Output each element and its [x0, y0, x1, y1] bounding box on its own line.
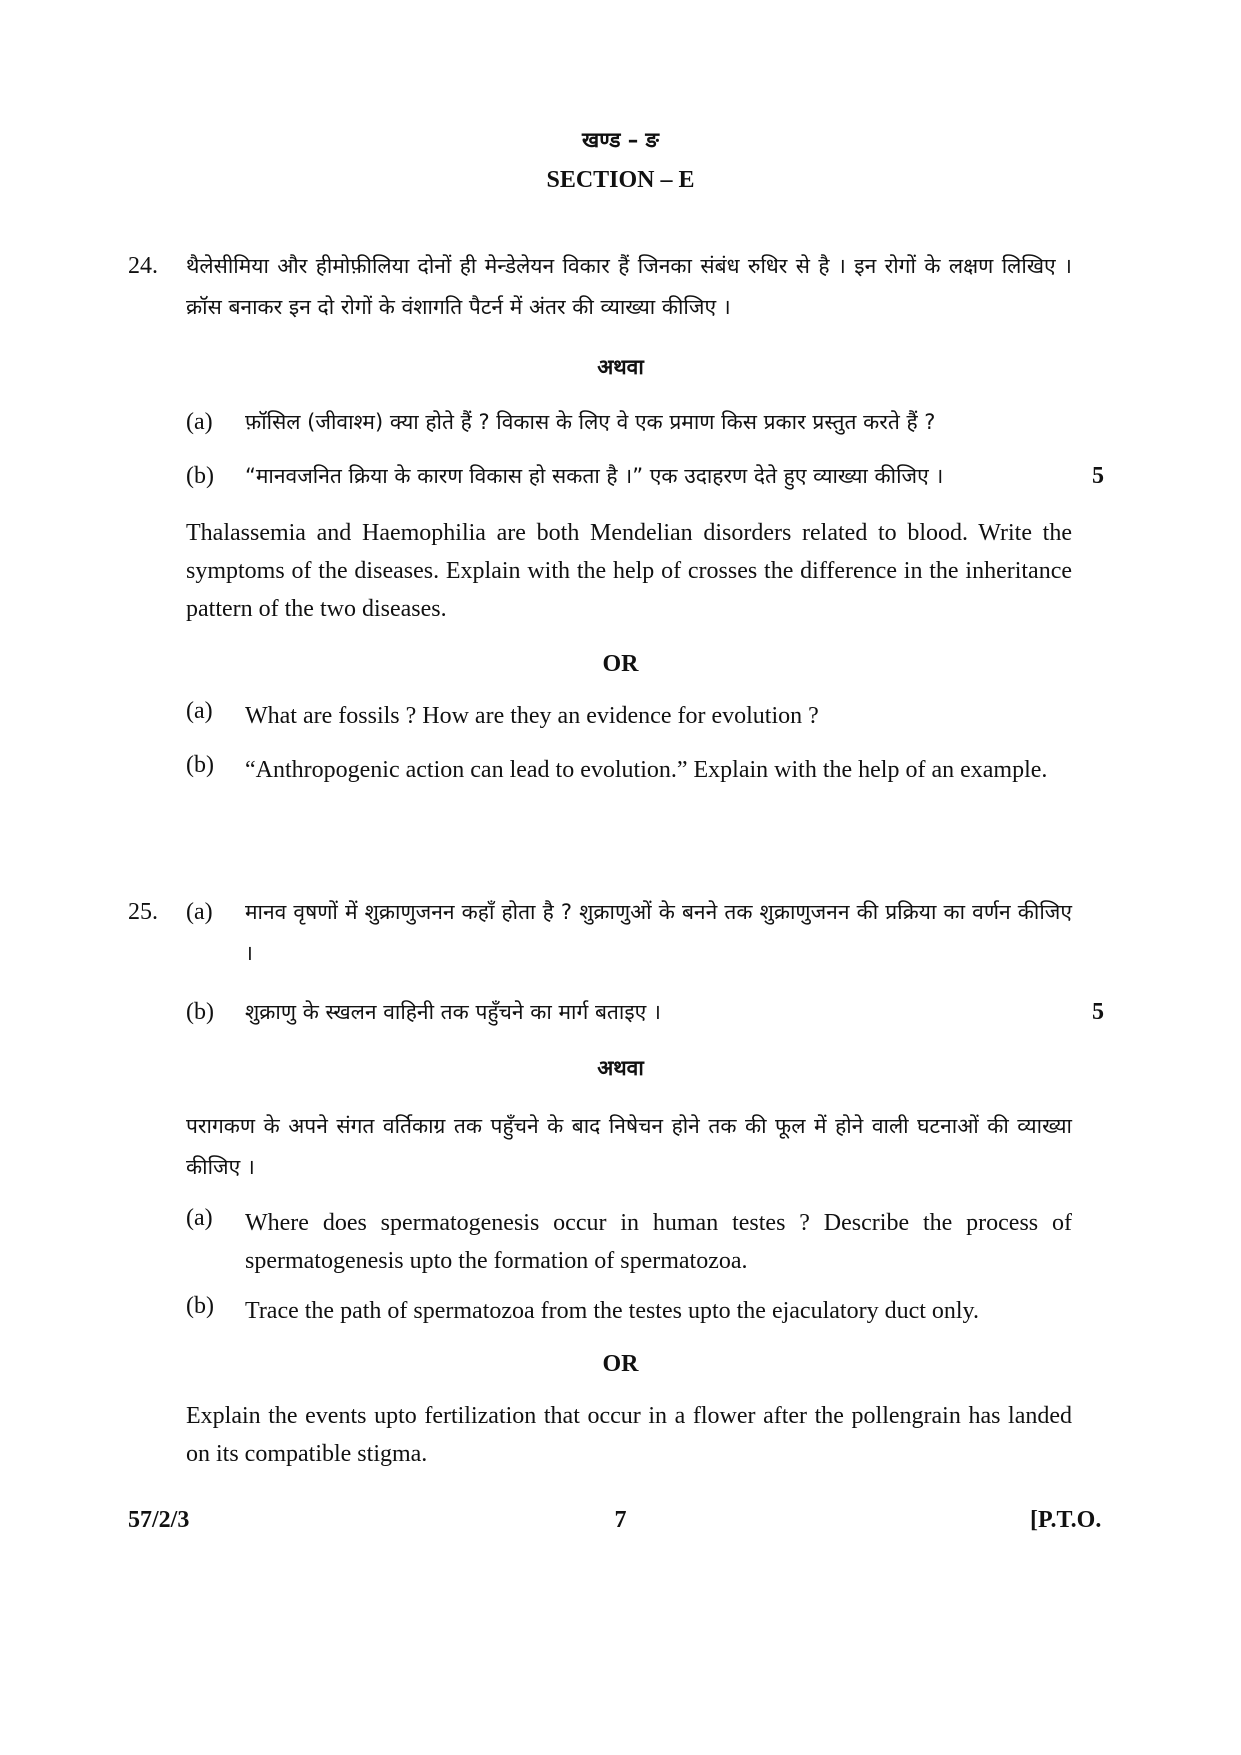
page-number: 7 [614, 1507, 627, 1533]
q24-alt-english-b-label: (b) [186, 752, 214, 778]
q25-english-a-label: (a) [186, 1205, 213, 1231]
q24-marks: 5 [1092, 463, 1104, 489]
section-heading-hindi: खण्ड – ङ [582, 128, 659, 152]
q25-alt-hindi-text: परागकण के अपने संगत वर्तिकाग्र तक पहुँचने के बाद निषेचन होने तक की फूल में होने वाली घटनाओं की व्याख्या कीजिए । [186, 1114, 1072, 1179]
section-heading-english: SECTION – E [546, 167, 695, 193]
q25-hindi-b-text: शुक्राणु के स्खलन वाहिनी तक पहुँचने का मार्ग बताइए । [245, 1000, 661, 1024]
q25-alt-english-text: Explain the events upto fertilization that occur in a flower after the pollengrain has landed on its compatible stigma. [186, 1403, 1072, 1467]
question-24-english-text: Thalassemia and Haemophilia are both Mendelian disorders related to blood. Write the symptoms of the diseases. Explain with the help of crosses the difference in the inheritance pattern of the two diseases. [186, 520, 1072, 622]
q25-english-a-text: Where does spermatogenesis occur in human testes ? Describe the process of spermatogenesis upto the formation of spermatozoa. [245, 1210, 1072, 1274]
q25-hindi-a-label: (a) [186, 899, 213, 925]
q24-alt-english-b-text: “Anthropogenic action can lead to evolution.” Explain with the help of an example. [245, 757, 1048, 783]
or-english-24: OR [602, 651, 639, 677]
or-hindi-24: अथवा [597, 355, 644, 379]
q24-alt-hindi-b-label: (b) [186, 463, 214, 489]
or-english-25: OR [602, 1351, 639, 1377]
pto-label: [P.T.O. [1030, 1507, 1102, 1533]
q24-alt-english-a-text: What are fossils ? How are they an evidence for evolution ? [245, 703, 819, 729]
question-25-number: 25. [128, 899, 158, 925]
q24-alt-hindi-a-label: (a) [186, 409, 213, 435]
q25-hindi-b-label: (b) [186, 999, 214, 1025]
q25-hindi-a-text: मानव वृषणों में शुक्राणुजनन कहाँ होता है ? शुक्राणुओं के बनने तक शुक्राणुजनन की प्रक्रिया का वर्णन कीजिए । [245, 900, 1072, 965]
q24-alt-english-a-label: (a) [186, 698, 213, 724]
q24-alt-hindi-b-text: “मानवजनित क्रिया के कारण विकास हो सकता है ।” एक उदाहरण देते हुए व्याख्या कीजिए । [245, 464, 944, 488]
q25-english-b-label: (b) [186, 1293, 214, 1319]
q24-alt-hindi-a-text: फ़ॉसिल (जीवाश्म) क्या होते हैं ? विकास के लिए वे एक प्रमाण किस प्रकार प्रस्तुत करते हैं ? [245, 410, 936, 434]
or-hindi-25: अथवा [597, 1056, 644, 1080]
question-24-number: 24. [128, 253, 158, 279]
paper-code: 57/2/3 [128, 1507, 190, 1533]
q25-english-b-text: Trace the path of spermatozoa from the testes upto the ejaculatory duct only. [245, 1298, 979, 1324]
q25-marks: 5 [1092, 999, 1104, 1025]
question-24-hindi-text: थैलेसीमिया और हीमोफ़ीलिया दोनों ही मेन्डेलेयन विकार हैं जिनका संबंध रुधिर से है । इन रोगों के लक्षण लिखिए । क्रॉस बनाकर इन दो रोगों के वंशागति पैटर्न में अंतर की व्याख्या कीजिए । [186, 254, 1072, 319]
